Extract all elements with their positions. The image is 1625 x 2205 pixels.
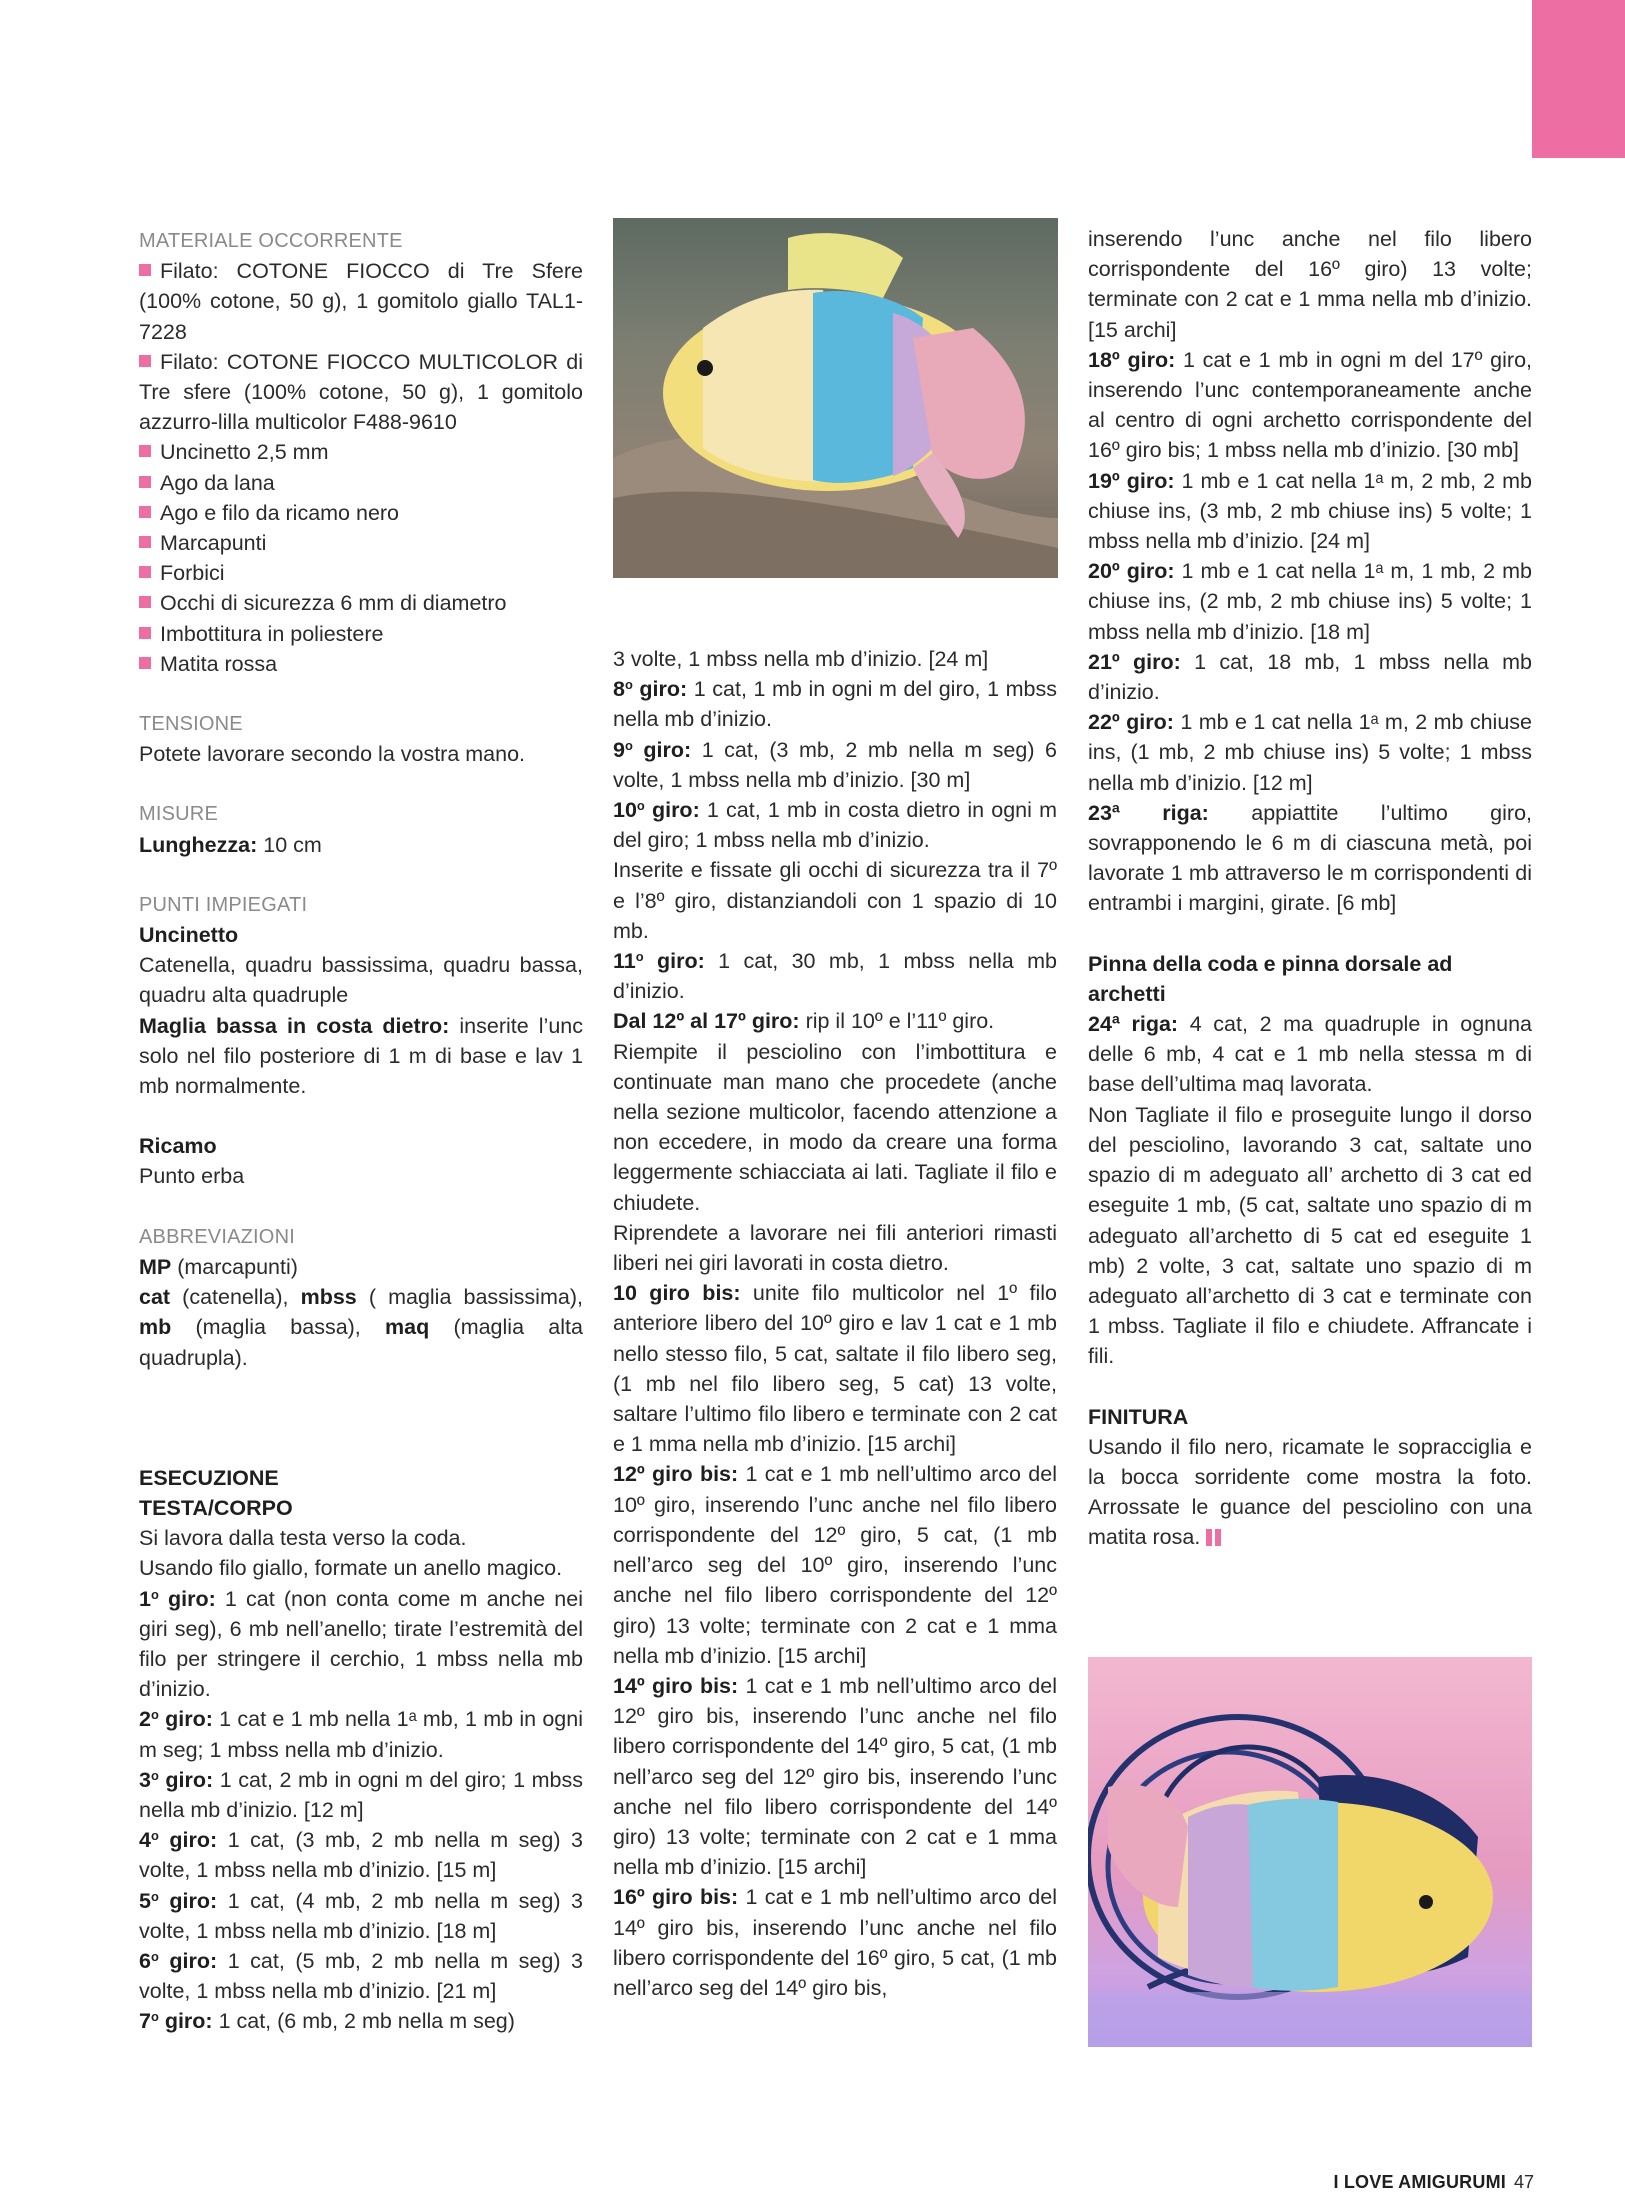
fish-photo-basket bbox=[1088, 1657, 1532, 2047]
bullet-icon bbox=[139, 536, 151, 548]
execution-intro-1: Si lavora dalla testa verso la coda. bbox=[139, 1526, 467, 1551]
materials-item: Filato: COTONE FIOCCO MULTICOLOR di Tre sfere (100% cotone, 50 g), 1 gomitolo azzurro-lilla multicolor F488-9610 bbox=[139, 349, 583, 435]
round-19: 19º giro: 1 mb e 1 cat nella 1ᵃ m, 2 mb, 2 mb chiuse ins, (3 mb, 2 mb chiuse ins) 5 volte; 1 mbss nella mb d’inizio. [24 m] bbox=[1088, 468, 1532, 554]
materials-item: Ago e filo da ricamo nero bbox=[139, 498, 583, 528]
round-22: 22º giro: 1 mb e 1 cat nella 1ᵃ m, 2 mb chiuse ins, (1 mb, 2 mb chiuse ins) 5 volte; 1 mbss nella mb d’inizio. [12 m] bbox=[1088, 710, 1532, 795]
bullet-icon bbox=[139, 506, 151, 518]
bullet-icon bbox=[139, 355, 151, 367]
materials-item: Imbottitura in poliestere bbox=[139, 619, 583, 649]
materials-list bbox=[139, 256, 583, 679]
row-23: 23ª riga: appiattite l’ultimo giro, sovrapponendo le 6 m di ciascuna metà, poi lavorate 1 mb attraverso le m corrispondenti di entrambi i margini, girate. [6 mb] bbox=[1088, 800, 1532, 916]
embroidery-text: Punto erba bbox=[139, 1164, 245, 1189]
finishing-text: Usando il filo nero, ricamate le sopracciglia e la bocca sorridente come mostra la foto. Arrossate le guance del pesciolino con una matita rosa. bbox=[1088, 1434, 1532, 1550]
abbreviations-heading: ABBREVIAZIONI bbox=[139, 1225, 295, 1248]
length-value: 10 cm bbox=[263, 832, 322, 857]
round-10-bis: 10 giro bis: unite filo multicolor nel 1º filo anteriore libero del 10º giro e lav 1 cat e 1 mb nello stesso filo, 5 cat, saltate il filo libero seg, (1 mb nel filo libero seg, 5 cat) 13 volte, saltare l’ultimo filo libero e terminate con 2 cat e 1 mma nella mb d’inizio. [15 archi] bbox=[613, 1281, 1057, 1457]
bullet-icon bbox=[139, 596, 151, 608]
back-loop-stitch bbox=[139, 1011, 583, 1102]
bullet-icon bbox=[139, 657, 151, 669]
round-10: 10$^o$ giro: 1 cat, 1 mb in costa dietro in ogni m del giro; 1 mbss nella mb d’inizio. bbox=[613, 797, 1057, 853]
abbr-list: cat (catenella), mbss ( maglia bassissima), mb (maglia bassa), maq (maglia alta quadrupla). bbox=[139, 1285, 583, 1370]
round-16-bis: 16º giro bis: 1 cat e 1 mb nell’ultimo arco del 14º giro bis, inserendo l’unc anche nel filo libero corrispondente del 16º giro, 5 cat, (1 mb nell’arco seg del 14º giro bis, bbox=[613, 1885, 1057, 2000]
round-3: 3$^o$ giro: 1 cat, 2 mb in ogni m del giro; 1 mbss nella mb d’inizio. [12 m] bbox=[139, 1767, 583, 1822]
column-2 bbox=[613, 644, 1057, 2003]
section-color-tab bbox=[1532, 0, 1625, 158]
round-20: 20º giro: 1 mb e 1 cat nella 1ᵃ m, 1 mb, 2 mb chiuse ins, (2 mb, 2 mb chiuse ins) 5 volte; 1 mbss nella mb d’inizio. [18 m] bbox=[1088, 559, 1532, 644]
round-7: 7$^o$ giro: 1 cat, (6 mb, 2 mb nella m seg) bbox=[139, 2009, 515, 2034]
back-loop-label: Maglia bassa in costa dietro: bbox=[139, 1013, 450, 1038]
tension-heading: TENSIONE bbox=[139, 713, 243, 736]
measures-line bbox=[139, 830, 583, 860]
fin-heading: Pinna della coda e pinna dorsale ad archetti bbox=[1088, 951, 1453, 1006]
round-8: 8$^o$ giro: 1 cat, 1 mb in ogni m del giro, 1 mbss nella mb d’inizio. bbox=[613, 677, 1057, 732]
bullet-icon bbox=[139, 445, 151, 457]
round-1: 1$^o$ giro: 1 cat (non conta come m anche nei giri seg), 6 mb nell’anello; tirate l’estremità del filo per stringere il cerchio, 1 mbss nella mb d’inizio. bbox=[139, 1586, 583, 1702]
page-number: 47 bbox=[1513, 2172, 1534, 2192]
abbr-mp: MP (marcapunti) bbox=[139, 1254, 298, 1279]
safety-eyes-note: Inserite e fissate gli occhi di sicurezza tra il 7º e l’8º giro, distanziandoli con 1 spazio di 10 mb. bbox=[613, 858, 1057, 943]
execution-heading: ESECUZIONE bbox=[139, 1465, 279, 1490]
materials-item: Matita rossa bbox=[139, 649, 583, 679]
materials-heading: MATERIALE OCCORRENTE bbox=[139, 230, 403, 252]
round-14-bis: 14º giro bis: 1 cat e 1 mb nell’ultimo arco del 12º giro bis, inserendo l’unc anche nel filo libero corrispondente del 14º giro, 5 cat, (1 mb nell’arco seg del 12º giro bis, inserendo l’unc anche nel filo libero corrispondente del 14º giro) 13 volte; terminate con 2 cat e 1 mma nella mb d’inizio. [15 archi] bbox=[613, 1673, 1057, 1880]
round-21: 21º giro: 1 cat, 18 mb, 1 mbss nella mb d’inizio. bbox=[1088, 649, 1532, 705]
materials-item: Occhi di sicurezza 6 mm di diametro bbox=[139, 588, 583, 618]
bullet-icon bbox=[139, 264, 151, 276]
round-4: 4$^o$ giro: 1 cat, (3 mb, 2 mb nella m seg) 3 volte, 1 mbss nella mb d’inizio. [15 m] bbox=[139, 1828, 583, 1883]
round-16-bis-continued: inserendo l’unc anche nel filo libero corrispondente del 16º giro) 13 volte; terminate con 2 cat e 1 mma nella mb d’inizio. [15 archi] bbox=[1088, 227, 1532, 342]
end-mark-icon bbox=[1206, 1529, 1212, 1546]
page-footer bbox=[1333, 2172, 1534, 2193]
round-7-continued: 3 volte, 1 mbss nella mb d’inizio. [24 m] bbox=[613, 647, 989, 671]
finishing-heading: FINITURA bbox=[1088, 1404, 1189, 1429]
tension-text: Potete lavorare secondo la vostra mano. bbox=[139, 742, 526, 767]
measures-heading: MISURE bbox=[139, 803, 218, 826]
head-body-heading: TESTA/CORPO bbox=[139, 1495, 293, 1520]
round-2: 2$^o$ giro: 1 cat e 1 mb nella 1ᵃ mb, 1 mb in ogni m seg; 1 mbss nella mb d’inizio. bbox=[139, 1707, 583, 1762]
materials-item: Filato: COTONE FIOCCO di Tre Sfere (100% cotone, 50 g), 1 gomitolo giallo TAL1-7228 bbox=[139, 259, 583, 344]
round-18: 18º giro: 1 cat e 1 mb in ogni m del 17º giro, inserendo l’unc contemporaneamente anche al centro di ogni archetto corrispondente del 16º giro bis; 1 mbss nella mb d’inizio. [30 mb] bbox=[1088, 347, 1533, 463]
stitches-text: Catenella, quadru bassissima, quadru bassa, quadru alta quadruple bbox=[139, 953, 583, 1008]
magazine-name: I LOVE AMIGURUMI bbox=[1333, 2172, 1506, 2192]
resume-note: Riprendete a lavorare nei fili anteriori rimasti liberi nei giri lavorati in costa dietro. bbox=[613, 1220, 1057, 1276]
row-24: 24ª riga: 4 cat, 2 ma quadruple in ognuna delle 6 mb, 4 cat e 1 mb nella stessa m di base dell’ultima maq lavorata. bbox=[1088, 1012, 1532, 1097]
fin-instructions: Non Tagliate il filo e proseguite lungo il dorso del pesciolino, lavorando 3 cat, saltate uno spazio di m adeguato all’ archetto di 3 cat ed eseguite 1 mb, (5 cat, saltate uno spazio di m adeguato all’archetto di 5 cat ed eseguite 1 mb) 2 volte, 3 cat, saltate uno spazio di m adeguato all’archetto di 3 cat e terminate con 1 mbss. Tagliate il filo e chiudete. Affrancate i fili. bbox=[1088, 1102, 1532, 1369]
bullet-icon bbox=[139, 627, 151, 639]
round-9: 9$^o$ giro: 1 cat, (3 mb, 2 mb nella m seg) 6 volte, 1 mbss nella mb d’inizio. [30 m] bbox=[613, 737, 1057, 792]
materials-item: Ago da lana bbox=[139, 468, 583, 498]
rounds-12-17: Dal 12º al 17º giro: rip il 10º e l’11º giro. bbox=[613, 1009, 995, 1034]
crochet-subheading: Uncinetto bbox=[139, 923, 239, 948]
bullet-icon bbox=[139, 476, 151, 488]
stuffing-note: Riempite il pesciolino con l’imbottitura e continuate man mano che procedete (anche nella sezione multicolor, facendo attenzione a non eccedere, in modo da creare una forma leggermente schiacciata ai lati. Tagliate il filo e chiudete. bbox=[613, 1039, 1057, 1215]
bullet-icon bbox=[139, 566, 151, 578]
round-5: 5$^o$ giro: 1 cat, (4 mb, 2 mb nella m seg) 3 volte, 1 mbss nella mb d’inizio. [18 m] bbox=[139, 1888, 583, 1943]
col1-rounds bbox=[139, 1584, 583, 2037]
stitches-heading: PUNTI IMPIEGATI bbox=[139, 893, 308, 916]
execution-intro-2: Usando filo giallo, formate un anello magico. bbox=[139, 1556, 563, 1581]
materials-item: Uncinetto 2,5 mm bbox=[139, 437, 583, 467]
materials-item: Forbici bbox=[139, 558, 583, 588]
column-1 bbox=[139, 226, 583, 2037]
embroidery-heading: Ricamo bbox=[139, 1134, 217, 1159]
column-3 bbox=[1088, 224, 1532, 1553]
round-6: 6$^o$ giro: 1 cat, (5 mb, 2 mb nella m seg) 3 volte, 1 mbss nella mb d’inizio. [21 m] bbox=[139, 1948, 583, 2004]
materials-item: Marcapunti bbox=[139, 528, 583, 558]
back-loop-text: inserite l’unc solo nel filo posteriore di 1 m di base e lav 1 mb normalmente. bbox=[139, 1013, 583, 1099]
fish-photo-rock bbox=[613, 218, 1058, 578]
round-12-bis: 12º giro bis: 1 cat e 1 mb nell’ultimo arco del 10º giro, inserendo l’unc anche nel filo libero corrispondente del 12º giro, 5 cat, (1 mb nell’arco seg del 10º giro, inserendo l’unc anche nel filo libero corrispondente del 12º giro) 13 volte; terminate con 2 cat e 1 mma nella mb d’inizio. [15 archi] bbox=[613, 1462, 1057, 1668]
length-label: Lunghezza: bbox=[139, 832, 258, 857]
round-11: 11$^o$ giro: 1 cat, 30 mb, 1 mbss nella mb d’inizio. bbox=[613, 948, 1057, 1004]
